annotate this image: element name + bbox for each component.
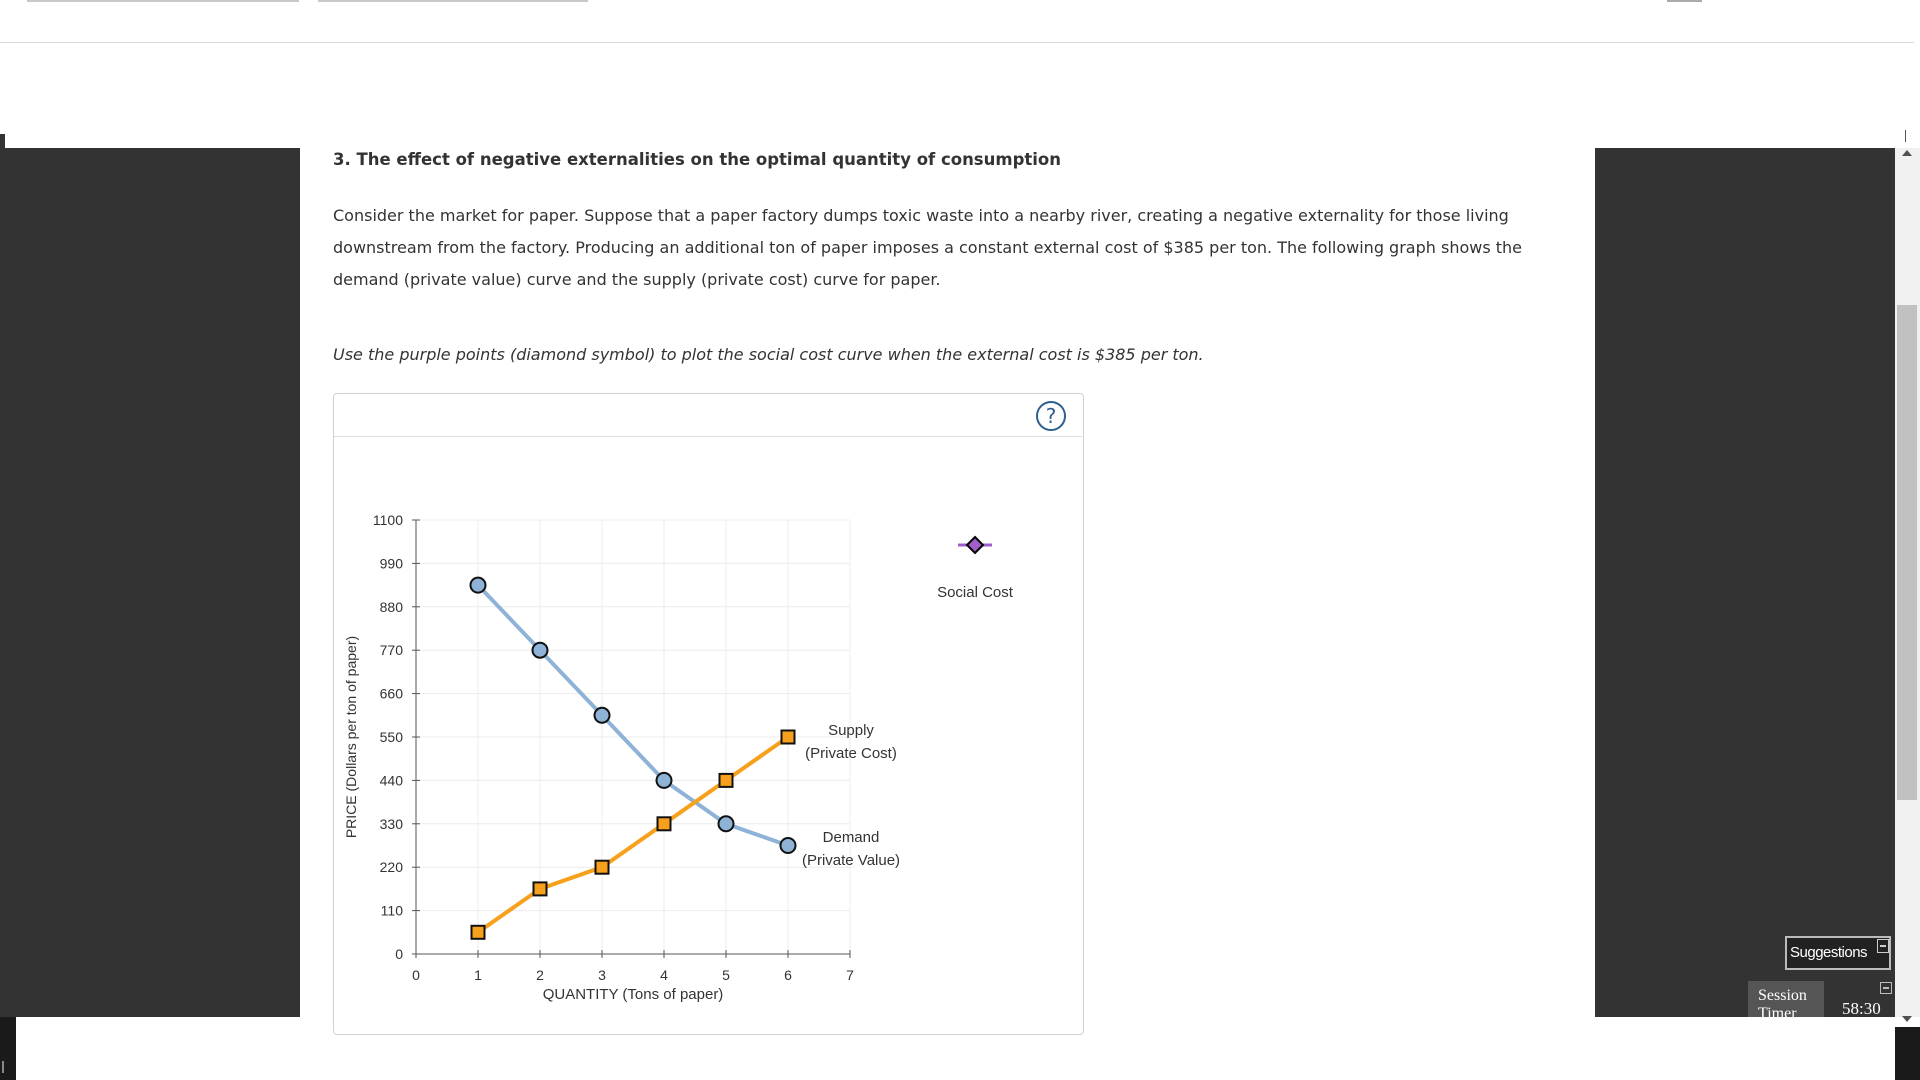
- demand-point: [657, 773, 672, 788]
- left-edge-strip: [0, 134, 5, 148]
- help-button[interactable]: ?: [1036, 401, 1066, 431]
- demand-point: [719, 816, 734, 831]
- x-tick-label: 4: [660, 967, 668, 983]
- x-tick-label: 3: [598, 967, 606, 983]
- graph-plot[interactable]: [334, 437, 1074, 1017]
- minimize-icon[interactable]: [1877, 939, 1889, 953]
- x-tick-label: 7: [846, 967, 854, 983]
- scrollbar-bottom: [1895, 1027, 1920, 1080]
- question-body: Consider the market for paper. Suppose that a paper factory dumps toxic waste into a nearby river, creating a negative externality for those living downstream from the factory. Producing an additional ton of paper imposes a constant external cost of $385 per ton. The following graph shows the demand (private value) curve and the supply (private cost) curve for paper.: [333, 206, 1523, 289]
- x-tick-label: 1: [474, 967, 482, 983]
- axes: [373, 512, 854, 983]
- suggestions-button[interactable]: Suggestions: [1785, 936, 1891, 970]
- demand-point: [595, 708, 610, 723]
- supply-point: [534, 882, 547, 895]
- supply-point: [658, 817, 671, 830]
- y-tick-label: 0: [395, 946, 403, 962]
- bottom-left-corner: [0, 1017, 16, 1080]
- y-tick-label: 440: [379, 772, 403, 789]
- scroll-down-icon[interactable]: [1902, 1016, 1912, 1022]
- question-title: 3. The effect of negative externalities on the optimal quantity of consumption: [333, 150, 1062, 169]
- right-gutter: [1595, 148, 1895, 1017]
- supply-point: [472, 926, 485, 939]
- supply-point: [782, 731, 795, 744]
- social-cost-tool[interactable]: [958, 537, 992, 553]
- demand-label-line1: Demand: [822, 829, 880, 846]
- y-tick-label: 770: [379, 642, 403, 659]
- y-tick-label: 550: [379, 729, 403, 745]
- series-line-1: [478, 737, 788, 932]
- y-tick-label: 110: [380, 902, 403, 919]
- demand-point: [781, 838, 796, 853]
- demand-point: [471, 578, 486, 593]
- supply-point: [596, 861, 609, 874]
- tab-stub-2[interactable]: [318, 0, 588, 2]
- diamond-icon[interactable]: [967, 537, 983, 553]
- page-scrollbar[interactable]: [1895, 0, 1920, 1080]
- supply-point: [720, 774, 733, 787]
- supply-label-line2: (Private Cost): [805, 745, 897, 762]
- scroll-up-icon[interactable]: [1902, 150, 1912, 156]
- tab-stub-1[interactable]: [27, 0, 299, 2]
- supply-label-line1: Supply: [828, 722, 874, 739]
- y-tick-label: 1100: [372, 512, 403, 528]
- timer-minimize-icon[interactable]: [1880, 982, 1892, 994]
- header-divider: [0, 42, 1914, 43]
- top-band: [0, 0, 1914, 148]
- y-tick-label: 880: [379, 598, 403, 615]
- question-instruction: Use the purple points (diamond symbol) to plot the social cost curve when the external cost is $385 per ton.: [333, 345, 1204, 364]
- y-tick-label: 660: [379, 685, 403, 702]
- x-tick-label: 2: [536, 967, 544, 983]
- tab-stub-3[interactable]: [1667, 0, 1702, 2]
- x-tick-label: 5: [722, 967, 730, 983]
- left-gutter: [0, 148, 300, 1017]
- x-tick-label: 6: [784, 967, 792, 983]
- y-tick-label: 330: [379, 815, 403, 832]
- social-cost-label: Social Cost: [937, 584, 1013, 601]
- x-axis-label: QUANTITY (Tons of paper): [542, 986, 724, 1003]
- session-timer-label: Session Timer: [1748, 981, 1824, 1017]
- y-tick-label: 220: [379, 859, 403, 876]
- series-line-0: [478, 585, 788, 845]
- session-timer-value: 58:30: [1824, 981, 1895, 1017]
- demand-label-line2: (Private Value): [801, 852, 901, 869]
- scrollbar-thumb[interactable]: [1897, 305, 1917, 800]
- x-tick-label: 0: [412, 967, 420, 983]
- y-tick-label: 990: [379, 555, 403, 572]
- y-axis-label: PRICE (Dollars per ton of paper): [343, 635, 359, 839]
- series: [471, 578, 796, 939]
- demand-point: [533, 643, 548, 658]
